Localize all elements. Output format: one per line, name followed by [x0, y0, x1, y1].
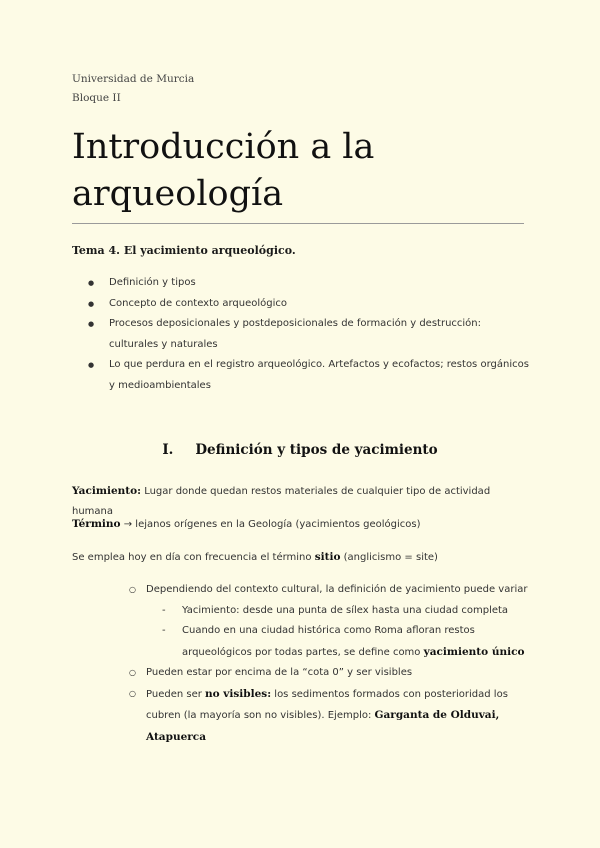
list-item: ○ Pueden estar por encima de la “cota 0” y ser visibles [72, 663, 532, 684]
section-title: Definición y tipos de yacimiento [195, 442, 438, 458]
university-name: Universidad de Murcia [72, 73, 195, 85]
section-number: I. [162, 442, 174, 458]
bullet-text: Cuando en una ciudad histórica como Roma afloran restos arqueológicos por todas partes, se define como [182, 625, 475, 658]
sub-details-list [146, 601, 532, 664]
list-item: ● Procesos deposicionales y postdeposicionales de formación y destrucción: culturales y naturales [72, 314, 532, 355]
termino-paragraph [72, 514, 532, 535]
bullet-text: Pueden ser [146, 688, 206, 700]
bullet-example: Garganta de Olduvai, Atapuerca [146, 709, 500, 743]
list-item [72, 580, 532, 663]
section-heading [0, 442, 600, 458]
list-item [72, 684, 532, 749]
list-item [146, 621, 532, 663]
bullet-bold: no visibles: [205, 687, 272, 700]
termino-text: → lejanos orígenes en la Geología (yacimientos geológicos) [120, 519, 421, 530]
bullet-text: los sedimentos formados con posterioridad los cubren (la mayoría son no visibles). Ejemplo: [146, 688, 508, 721]
topic-heading: Tema 4. El yacimiento arqueológico. [72, 244, 296, 257]
title-divider [72, 223, 524, 224]
termino-label: Término [72, 518, 121, 530]
sitio-post: (anglicismo = site) [340, 552, 438, 563]
bullet-text: Dependiendo del contexto cultural, la definición de yacimiento puede variar [146, 584, 528, 595]
list-item: ● Concepto de contexto arqueológico [72, 294, 532, 315]
bullet-bold: yacimiento único [423, 645, 525, 658]
list-item: - Yacimiento: desde una punta de sílex hasta una ciudad completa [146, 601, 532, 622]
yacimiento-label: Yacimiento: [72, 485, 142, 497]
document-title: Introducción a la arqueología [72, 127, 375, 214]
objectives-list [72, 273, 532, 396]
block-label: Bloque II [72, 92, 121, 104]
details-list [72, 580, 532, 748]
sitio-pre: Se emplea hoy en día con frecuencia el término [72, 552, 315, 563]
list-item: ● Definición y tipos [72, 273, 532, 294]
yacimiento-text: Lugar donde quedan restos materiales de cualquier tipo de actividad humana [72, 486, 491, 517]
sitio-word: sitio [314, 551, 341, 563]
sitio-paragraph [72, 547, 532, 568]
list-item: ● Lo que perdura en el registro arqueológico. Artefactos y ecofactos; restos orgánicos y medioambientales [72, 355, 532, 396]
